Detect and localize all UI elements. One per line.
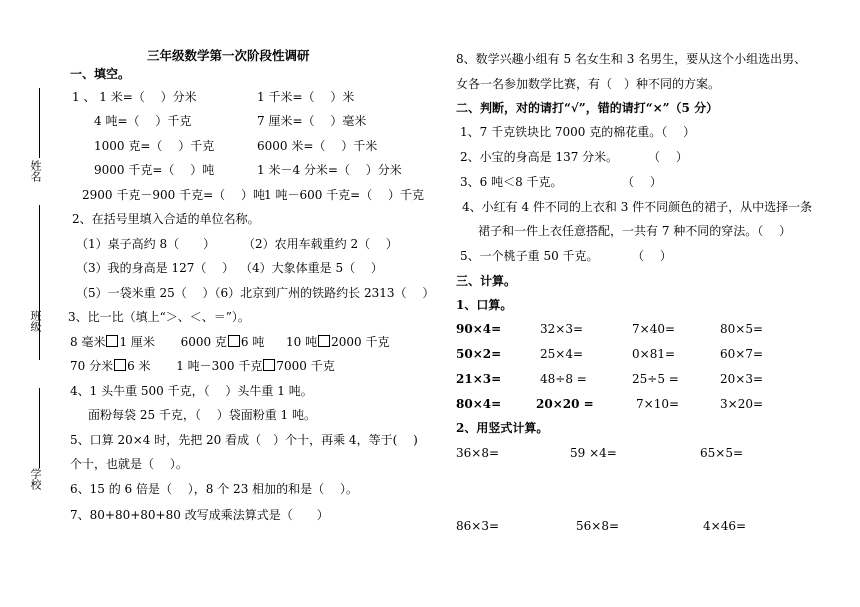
- oral-r1c1: 90×4=: [456, 322, 502, 336]
- q7-text: 7、80+80+80+80 改写成乘法算式是（ ）: [70, 508, 329, 522]
- oral-r2c2: 25×4=: [540, 347, 584, 361]
- q3-c2: 2000 千克: [331, 335, 390, 349]
- q1-r4b: 1 米－4 分米=（ ）分米: [257, 163, 402, 177]
- vert-2: 59 ×4=: [570, 446, 617, 460]
- school-label: 学校: [29, 468, 42, 490]
- q3-row2: [70, 359, 335, 373]
- judge-2-paren: （ ）: [648, 150, 688, 164]
- q5-line2: 个十，也就是（ ）。: [70, 457, 188, 471]
- q3-compare-box-c[interactable]: [318, 335, 330, 347]
- page-title: 三年级数学第一次阶段性调研: [147, 48, 310, 63]
- q8-line2: 女各一名参加数学比赛，有（ ）种不同的方案。: [456, 77, 721, 91]
- oral-r1c2: 32×3=: [540, 322, 584, 336]
- q1-r5b: 1 吨－600 千克=（ ）千克: [264, 188, 425, 202]
- q1-r2b: 7 厘米=（ ）毫米: [257, 114, 367, 128]
- oral-r3c4: 20×3=: [720, 372, 764, 386]
- q3-compare-box-d[interactable]: [114, 359, 126, 371]
- q2-r3: （5）一袋米重 25（ ）（6）北京到广州的铁路约长 2313（ ）: [76, 286, 435, 300]
- name-label: 姓名: [29, 160, 42, 182]
- q1-r1b: 1 千米=（ ）米: [257, 90, 355, 104]
- oral-r1c3: 7×40=: [632, 322, 676, 336]
- q3-b1: 6000 克: [180, 335, 227, 349]
- q3-row1: [70, 335, 389, 349]
- vert-6: 4×46=: [703, 519, 747, 533]
- q3-e1: 1 吨－300 千克: [176, 359, 263, 373]
- oral-r2c4: 60×7=: [720, 347, 764, 361]
- q2-r2a: （3）我的身高是 127（ ）: [76, 261, 235, 275]
- oral-r3c1: 21×3=: [456, 372, 502, 386]
- vert-3: 65×5=: [700, 446, 744, 460]
- oral-r2c3: 0×81=: [632, 347, 676, 361]
- q3-compare-box-e[interactable]: [263, 359, 275, 371]
- section-judge-heading: 二、判断，对的请打“√”，错的请打“×”（5 分）: [456, 101, 719, 115]
- q3-d2: 6 米: [127, 359, 151, 373]
- section-calc-heading: 三、计算。: [456, 274, 517, 288]
- q3-b2: 6 吨: [240, 335, 265, 349]
- judge-5-paren: （ ）: [632, 249, 672, 263]
- q8-line1: 8、数学兴趣小组有 5 名女生和 3 名男生，要从这个小组选出男、: [456, 52, 807, 66]
- judge-2: 2、小宝的身高是 137 分米。: [460, 150, 619, 164]
- oral-r3c3: 25÷5 =: [632, 372, 679, 386]
- q2-text: 2、在括号里填入合适的单位名称。: [72, 212, 260, 226]
- q4-line2: 面粉每袋 25 千克，（ ）袋面粉重 1 吨。: [88, 408, 316, 422]
- judge-4-line2: 裙子和一件上衣任意搭配，一共有 7 种不同的穿法。（ ）: [478, 224, 792, 238]
- vertical-calc-heading: 2、用竖式计算。: [456, 421, 549, 435]
- vert-1: 36×8=: [456, 446, 500, 460]
- q3-a1: 8 毫米: [70, 335, 106, 349]
- margin-line-mid: [39, 205, 40, 360]
- class-label: 班级: [29, 310, 42, 332]
- q4-line1: 4、1 头牛重 500 千克，（ ）头牛重 1 吨。: [70, 384, 313, 398]
- q3-compare-box-a[interactable]: [106, 335, 118, 347]
- q3-compare-box-b[interactable]: [228, 335, 240, 347]
- judge-3-paren: （ ）: [622, 175, 662, 189]
- q2-r1a: （1）桌子高约 8（ ）: [76, 237, 216, 251]
- q2-r1b: （2）农用车载重约 2（ ）: [243, 237, 398, 251]
- oral-calc-heading: 1、口算。: [456, 298, 513, 312]
- judge-4-line1: 4、小红有 4 件不同的上衣和 3 件不同颜色的裙子，从中选择一条: [462, 200, 813, 214]
- judge-5: 5、一个桃子重 50 千克。: [460, 249, 599, 263]
- judge-1: 1、7 千克铁块比 7000 克的棉花重。（ ）: [460, 125, 696, 139]
- q3-a2: 1 厘米: [119, 335, 155, 349]
- q1-r3a: 1000 克=（ ）千克: [94, 139, 215, 153]
- section-fill-heading: 一、填空。: [70, 67, 131, 81]
- oral-r4c3: 7×10=: [636, 397, 680, 411]
- q1-r5a: 2900 千克－900 千克=（ ）吨: [82, 188, 265, 202]
- q1-r1a: 1 、 1 米=（ ）分米: [72, 90, 197, 104]
- oral-r4c2: 20×20 =: [536, 397, 594, 411]
- q1-r4a: 9000 千克=（ ）吨: [94, 163, 215, 177]
- oral-r3c2: 48÷8 =: [540, 372, 587, 386]
- q3-text: 3、比一比（填上“＞、＜、＝”）。: [68, 310, 250, 324]
- q5-line1: 5、口算 20×4 时，先把 20 看成（ ）个十，再乘 4，等于( ): [70, 433, 418, 447]
- margin-line-top: [39, 88, 40, 158]
- margin-line-bottom: [39, 388, 40, 468]
- judge-3: 3、6 吨＜8 千克。: [460, 175, 563, 189]
- q1-r3b: 6000 米=（ ）千米: [257, 139, 378, 153]
- oral-r4c1: 80×4=: [456, 397, 502, 411]
- vert-4: 86×3=: [456, 519, 500, 533]
- q3-e2: 7000 千克: [276, 359, 335, 373]
- vert-5: 56×8=: [576, 519, 620, 533]
- oral-r2c1: 50×2=: [456, 347, 502, 361]
- q2-r2b: （4）大象体重是 5（ ）: [240, 261, 383, 275]
- q6-text: 6、15 的 6 倍是（ ），8 个 23 相加的和是（ ）。: [70, 482, 358, 496]
- oral-r1c4: 80×5=: [720, 322, 764, 336]
- q3-d1: 70 分米: [70, 359, 114, 373]
- q3-c1: 10 吨: [286, 335, 318, 349]
- q1-r2a: 4 吨=（ ）千克: [94, 114, 192, 128]
- oral-r4c4: 3×20=: [720, 397, 764, 411]
